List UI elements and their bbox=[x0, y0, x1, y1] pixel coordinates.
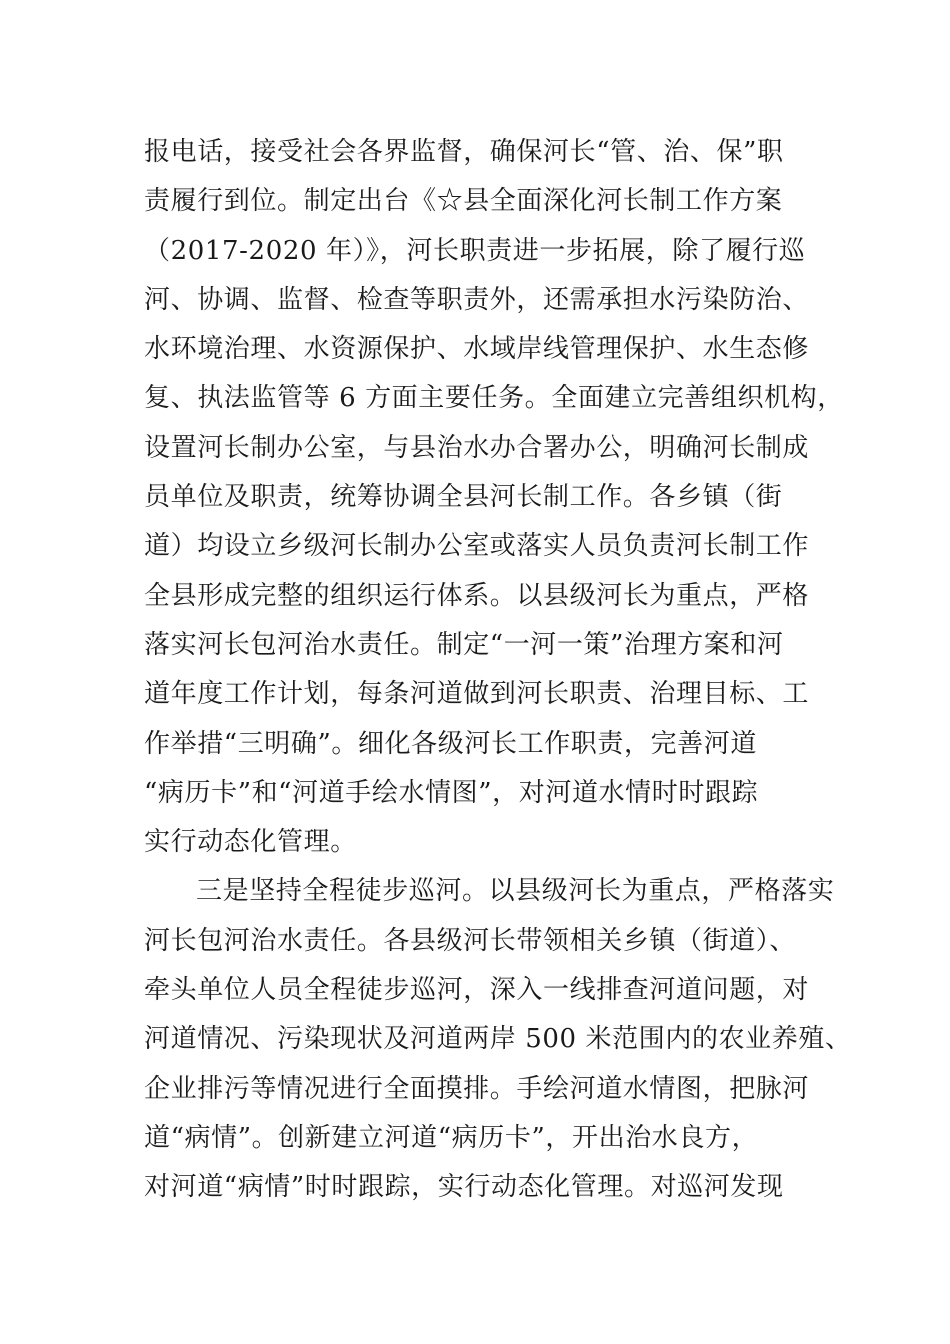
text-line: 落实河长包河治水责任。制定“一河一策”治理方案和河 bbox=[144, 629, 784, 660]
text-line: 设置河长制办公室，与县治水办合署办公，明确河长制成 bbox=[144, 432, 810, 463]
text-line: 企业排污等情况进行全面摸排。手绘河道水情图，把脉河 bbox=[144, 1073, 810, 1104]
paragraph-2 bbox=[144, 867, 852, 1212]
text-line: （2017-2020 年）》，河长职责进一步拓展，除了履行巡 bbox=[144, 235, 806, 266]
text-line: 道“病情”。创新建立河道“病历卡”，开出治水良方， bbox=[144, 1122, 759, 1153]
text-line: 实行动态化管理。 bbox=[144, 827, 357, 858]
paragraph-1 bbox=[144, 128, 844, 867]
text-line: 报电话，接受社会各界监督，确保河长“管、治、保”职 bbox=[144, 137, 784, 167]
text-line: 员单位及职责，统筹协调全县河长制工作。各乡镇（街 bbox=[144, 482, 783, 513]
text-line: 道年度工作计划，每条河道做到河长职责、治理目标、工 bbox=[144, 679, 810, 710]
text-line: 复、执法监管等 6 方面主要任务。全面建立完善组织机构， bbox=[144, 383, 844, 414]
text-line: 全县形成完整的组织运行体系。以县级河长为重点，严格 bbox=[144, 580, 810, 611]
text-line: 河道情况、污染现状及河道两岸 500 米范围内的农业养殖、 bbox=[144, 1024, 852, 1055]
text-line: 河长包河治水责任。各县级河长带领相关乡镇（街道）、 bbox=[144, 925, 797, 956]
text-line: 作举措“三明确”。细化各级河长工作职责，完善河道 bbox=[144, 728, 757, 759]
text-line: 道）均设立乡级河长制办公室或落实人员负责河长制工作 bbox=[144, 531, 810, 562]
text-line: 责履行到位。制定出台《☆县全面深化河长制工作方案 bbox=[144, 186, 783, 217]
text-line: 水环境治理、水资源保护、水域岸线管理保护、水生态修 bbox=[144, 334, 810, 365]
text-line: “病历卡”和“河道手绘水情图”，对河道水情时时跟踪 bbox=[144, 777, 759, 808]
text-line: 三是坚持全程徒步巡河。以县级河长为重点，严格落实 bbox=[196, 876, 835, 907]
body-text bbox=[144, 128, 852, 1213]
text-line: 牵头单位人员全程徒步巡河，深入一线排查河道问题，对 bbox=[144, 975, 810, 1006]
text-line: 对河道“病情”时时跟踪，实行动态化管理。对巡河发现 bbox=[144, 1172, 784, 1203]
text-line: 河、协调、监督、检查等职责外，还需承担水污染防治、 bbox=[144, 284, 810, 315]
